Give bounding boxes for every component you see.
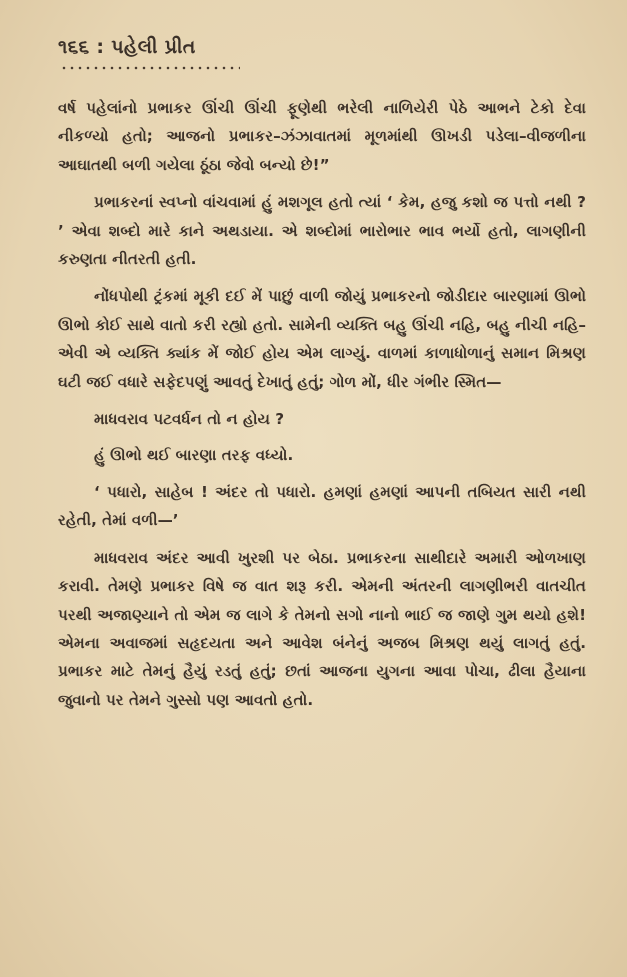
header-dotted-rule xyxy=(60,66,240,70)
paragraph-7: માધવરાવ અંદર આવી ખુરશી પર બેઠા. પ્રભાકરના સાથીદારે અમારી ઓળખાણ કરાવી. તેમણે પ્રભાકર વિષે જ વાત શરૂ કરી. એમની અંતરની લાગણીભરી વાતચીત પરથી અજાણ્યાને તો એમ જ લાગે કે તેમનો સગો નાનો ભાઈ જ જાણે ગુમ થયો હશે! એમના અવાજમાં સહૃદયતા અને આવેશ બંનેનું અજબ મિશ્રણ થયું લાગતું હતું. પ્રભાકર માટે તેમનું હૈયું રડતું હતું; છતાં આજના યુગના આવા પોચા, ઢીલા હૈયાના જુવાનો પર તેમને ગુસ્સો પણ આવતો હતો. xyxy=(58,548,586,709)
header-separator: : xyxy=(96,36,105,58)
paragraph-6: ‘ પધારો, સાહેબ ! અંદર તો પધારો. હમણાં હમણાં આપની તબિયત સારી નથી રહેતી, તેમાં વળી—’ xyxy=(58,482,586,530)
chapter-title: પહેલી પ્રીત xyxy=(111,36,196,58)
page-number: ૧૬૬ xyxy=(58,36,90,58)
paragraph-3: નોંધપોથી ટ્રંકમાં મૂકી દઈ મેં પાછું વાળી જોયું પ્રભાકરનો જોડીદાર બારણામાં ઊભો ઊભો કોઈ સાથે વાતો કરી રહ્યો હતો. સામેની વ્યક્તિ બહુ ઊંચી નહિ, બહુ નીચી નહિ–એવી એ વ્યક્તિ ક્યાંક મેં જોઈ હોય એમ લાગ્યું. વાળમાં કાળાધોળાનું સમાન મિશ્રણ ઘટી જઈ વધારે સફેદપણું આવતું દેખાતું હતું; ગોળ મોં, ધીર ગંભીર સ્મિત— xyxy=(58,287,586,391)
body-text xyxy=(58,94,586,723)
paragraph-1: વર્ષ પહેલાંનો પ્રભાકર ઊંચી ઊંચી ફૂણેથી ભરેલી નાળિયેરી પેઠે આભને ટેકો દેવા નીકળ્યો હતો; આજનો પ્રભાકર–ઝંઝાવાતમાં મૂળમાંથી ઊખડી પડેલા–વીજળીના આઘાતથી બળી ગયેલા ઠૂંઠા જેવો બન્યો છે!” xyxy=(58,99,586,174)
running-header xyxy=(58,36,196,58)
paragraph-5: હું ઊભો થઈ બારણા તરફ વધ્યો. xyxy=(94,446,294,465)
paragraph-2: પ્રભાકરનાં સ્વપ્નો વાંચવામાં હું મશગૂલ હતો ત્યાં ‘ કેમ, હજુ કશો જ પત્તો નથી ? ’ એવા શબ્દો મારે કાને અથડાયા. એ શબ્દોમાં ભારોભાર ભાવ ભર્યો હતો, લાગણીની કરુણતા નીતરતી હતી. xyxy=(58,193,586,269)
paragraph-4: માધવરાવ પટવર્ધન તો ન હોય ? xyxy=(94,410,285,429)
